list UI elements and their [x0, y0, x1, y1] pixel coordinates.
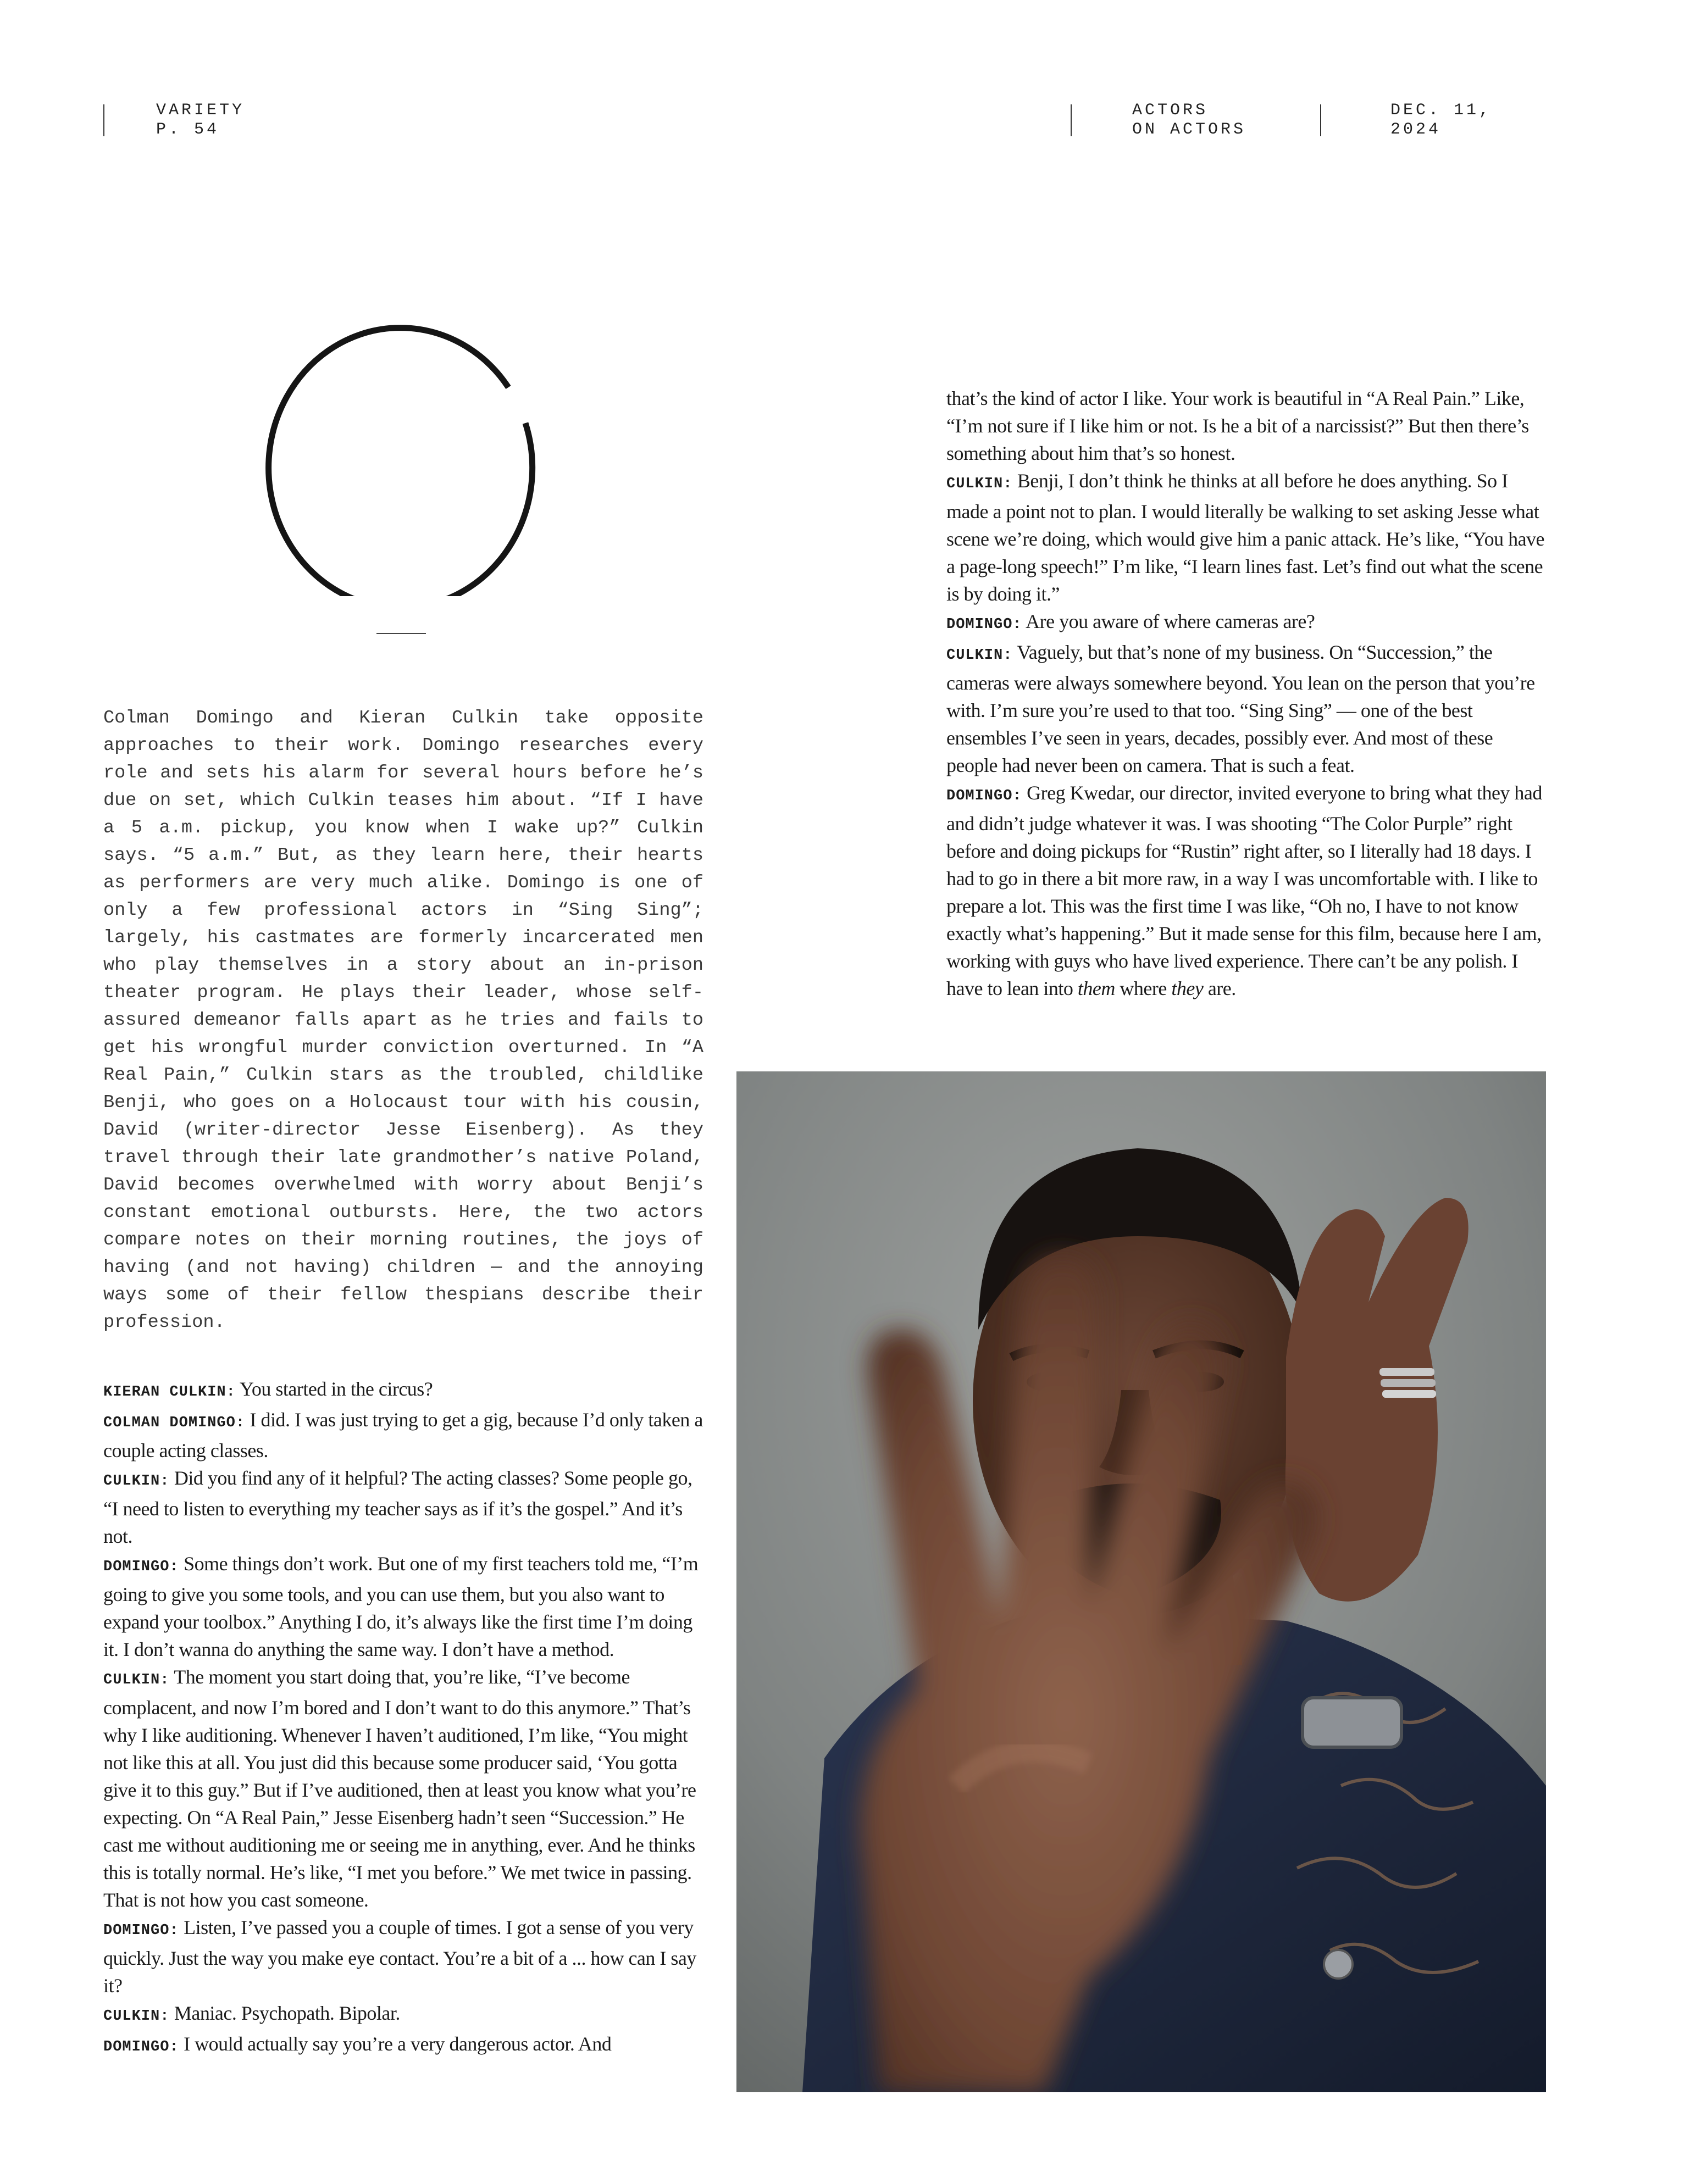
- speaker-label: CULKIN:: [103, 1473, 170, 1490]
- header-rule-right: [1320, 104, 1321, 136]
- stacked-rings: [1379, 1368, 1436, 1398]
- qa-exchange: [946, 608, 1547, 638]
- publication-name: [156, 101, 245, 140]
- jacket-button: [1324, 1950, 1353, 1979]
- drop-cap-c-letter: [258, 277, 544, 596]
- header-rule-left: [103, 104, 104, 136]
- qa-exchange: [103, 2030, 703, 2061]
- exchange-text: Are you aware of where cameras are?: [1026, 610, 1315, 632]
- speaker-label: CULKIN:: [103, 1672, 170, 1688]
- speaker-label: CULKIN:: [946, 476, 1013, 492]
- exchange-text: I did. I was just trying to get a gig, because I’d only taken a couple acting classes.: [103, 1409, 703, 1461]
- qa-exchange-final: [946, 779, 1547, 1002]
- qa-exchange: [946, 638, 1547, 779]
- exchange-text-mid: where: [1120, 977, 1167, 999]
- qa-exchange: [103, 1550, 703, 1663]
- exchange-text: Listen, I’ve passed you a couple of times. I got a sense of you very quickly. Just the way you make eye contact. You’re a bit of a ... how can I say it?: [103, 1916, 696, 1997]
- qa-exchange: [103, 1914, 703, 1999]
- header-rule-middle: [1071, 104, 1072, 136]
- date-line-1: DEC. 11,: [1390, 101, 1492, 120]
- speaker-label: KIERAN CULKIN:: [103, 1384, 236, 1401]
- continued-text: that’s the kind of actor I like. Your work is beautiful in “A Real Pain.” Like, “I’m not sure if I like him or not. Is he a bit of a narcissist?” But then there’s something about him that’s so honest.: [946, 387, 1529, 464]
- page-number: P. 54: [156, 120, 220, 139]
- speaker-label: CULKIN:: [103, 2008, 170, 2025]
- exchange-text: You started in the circus?: [240, 1378, 433, 1400]
- portrait-photo: [736, 1071, 1546, 2092]
- exchange-text: Some things don’t work. But one of my first teachers told me, “I’m going to give you some tools, and you can use them, but you also want to expand your toolbox.” Anything I do, it’s always like the first time I’m doing it. I don’t wanna do anything the same way. I don’t have a method.: [103, 1553, 699, 1660]
- issue-date: [1390, 101, 1492, 140]
- speaker-label: DOMINGO:: [103, 1559, 179, 1575]
- intro-paragraph: Colman Domingo and Kieran Culkin take opposite approaches to their work. Domingo researches every role and sets his alarm for several hours before he’s due on set, which Culkin teases him about. “If I have a 5 a.m. pickup, you know when I wake up?” Culkin says. “5 a.m.” But, as they learn here, their hearts as performers are very much alike. Domingo is one of only a few professional actors in “Sing Sing”; largely, his castmates are formerly incarcerated men who play themselves in a story about an in-prison theater program. He plays their leader, whose self-assured demeanor falls apart as he tries and fails to get his wrongful murder conviction overturned. In “A Real Pain,” Culkin stars as the troubled, childlike Benji, who goes on a Holocaust tour with his cousin, David (writer-director Jesse Eisenberg). As they travel through their late grandmother’s native Poland, David becomes overwhelmed with worry about Benji’s constant emotional outbursts. Here, the two actors compare notes on their morning routines, the joys of having (and not having) children — and the annoying ways some of their fellow thespians describe their profession.: [103, 708, 703, 1333]
- qa-exchange: [946, 467, 1547, 608]
- section-label: [1132, 101, 1246, 140]
- speaker-label: CULKIN:: [946, 647, 1013, 664]
- section-line-1: ACTORS: [1132, 101, 1209, 120]
- speaker-label: DOMINGO:: [946, 616, 1022, 633]
- drop-cap-divider: [376, 633, 426, 634]
- qa-exchange: [103, 1375, 703, 1406]
- date-line-2: 2024: [1390, 120, 1442, 139]
- qa-exchange: [103, 1663, 703, 1914]
- speaker-label: DOMINGO:: [103, 1922, 179, 1939]
- wristwatch: [1303, 1698, 1401, 1747]
- exchange-text: Did you find any of it helpful? The acting classes? Some people go, “I need to listen to everything my teacher says as if it’s the gospel.” And it’s not.: [103, 1467, 692, 1547]
- interview-left-column: [103, 1375, 703, 2061]
- speaker-label: DOMINGO:: [103, 2039, 179, 2055]
- exchange-text-end: are.: [1207, 977, 1236, 999]
- qa-exchange: [103, 1999, 703, 2030]
- exchange-text: Vaguely, but that’s none of my business. On “Succession,” the cameras were always somewhere beyond. You lean on the person that you’re with. I’m sure you’re used to that too. “Sing Sing” — one of the best ensembles I’ve seen in years, decades, possibly ever. And most of these people had never been on camera. That is such a feat.: [946, 641, 1535, 776]
- speaker-label: COLMAN DOMINGO:: [103, 1415, 246, 1431]
- section-line-2: ON ACTORS: [1132, 120, 1246, 139]
- exchange-text: Greg Kwedar, our director, invited everyone to bring what they had and didn’t judge whatever it was. I was shooting “The Color Purple” right before and doing pickups for “Rustin” right after, so I literally had 18 days. I had to go in there a bit more raw, in a way I was uncomfortable with. I like to prepare a lot. This was the first time I was like, “Oh no, I have to not know exactly what’s happening.” But it made sense for this film, because here I am, working with guys who have lived experience. There can’t be any polish. I have to lean into: [946, 782, 1542, 999]
- interview-right-column: [946, 385, 1547, 1002]
- exchange-text: The moment you start doing that, you’re like, “I’ve become complacent, and now I’m bored and I don’t want to do this anymore.” That’s why I like auditioning. Whenever I haven’t auditioned, I’m like, “You might not like this at all. You just did this because some producer said, ‘You gotta give it to this guy.” But if I’ve auditioned, then at least you know what you’re expecting. On “A Real Pain,” Jesse Eisenberg hadn’t seen “Succession.” He cast me without auditioning me or seeing me in anything, ever. And he thinks this is totally normal. He’s like, “I met you before.” We met twice in passing. That is not how you cast someone.: [103, 1666, 696, 1911]
- emphasis-them: them: [1077, 977, 1115, 999]
- publication-title: VARIETY: [156, 101, 245, 120]
- exchange-text: Benji, I don’t think he thinks at all before he does anything. So I made a point not to plan. I would literally be walking to set asking Jesse what scene we’re doing, which would give him a panic attack. He’s like, “You have a page-long speech!” I’m like, “I learn lines fast. Let’s find out what the scene is by doing it.”: [946, 470, 1545, 605]
- speaker-label: DOMINGO:: [946, 788, 1022, 804]
- qa-exchange: [103, 1464, 703, 1550]
- qa-exchange: [103, 1406, 703, 1464]
- emphasis-they: they: [1171, 977, 1204, 999]
- exchange-text: I would actually say you’re a very dangerous actor. And: [184, 2033, 612, 2055]
- exchange-text: Maniac. Psychopath. Bipolar.: [174, 2002, 400, 2024]
- portrait-illustration: [736, 1071, 1546, 2092]
